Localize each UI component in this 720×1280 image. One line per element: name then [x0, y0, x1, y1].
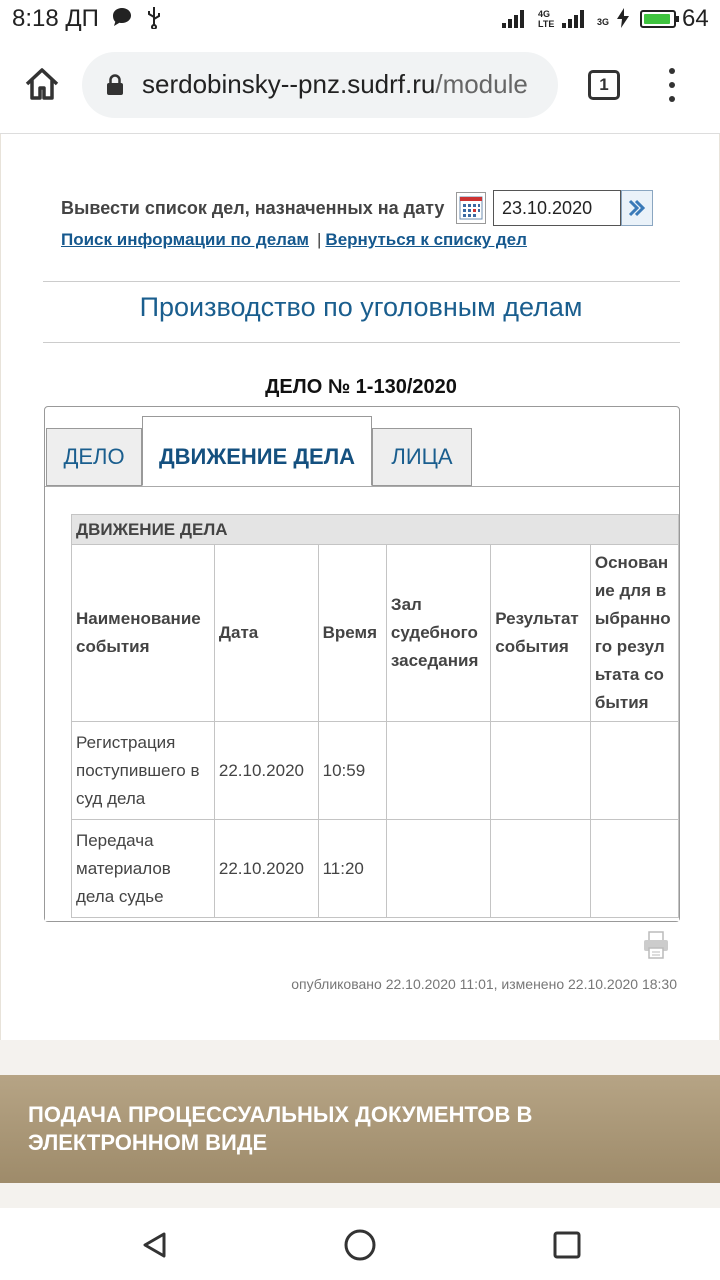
divider-top — [43, 281, 680, 282]
divider-bottom — [43, 342, 680, 343]
tab-case-movement[interactable]: ДВИЖЕНИЕ ДЕЛА — [142, 416, 372, 486]
case-panel — [44, 406, 680, 922]
battery-icon — [640, 10, 676, 28]
table-cell: 22.10.2020 — [214, 820, 318, 918]
table-cell: Передача материалов дела судье — [72, 820, 215, 918]
table-cell — [386, 722, 490, 820]
table-row — [72, 820, 679, 918]
section-title: Производство по уголовным делам — [139, 292, 583, 322]
banner-text: ПОДАЧА ПРОЦЕССУАЛЬНЫХ ДОКУМЕНТОВ В ЭЛЕКТРОННОМ ВИДЕ — [28, 1102, 533, 1155]
tab-content — [45, 486, 679, 921]
battery-level: 64 — [682, 5, 709, 32]
column-header: Время — [318, 545, 386, 722]
lock-icon — [106, 74, 124, 96]
signal-icon-1 — [502, 10, 530, 28]
table-cell: 10:59 — [318, 722, 386, 820]
home-nav-icon[interactable] — [343, 1228, 377, 1262]
browser-toolbar — [0, 38, 720, 134]
home-icon — [22, 64, 62, 104]
charging-icon — [617, 8, 629, 34]
column-header: Основание для выбранного результата события — [590, 545, 678, 722]
usb-icon — [144, 5, 164, 35]
case-movement-table — [71, 514, 679, 918]
tab-case[interactable]: ДЕЛО — [46, 428, 142, 486]
net-label-4g: 4G — [538, 9, 551, 19]
table-cell: Регистрация поступившего в суд дела — [72, 722, 215, 820]
arrow-right-icon — [622, 191, 652, 225]
message-icon — [110, 5, 134, 35]
signal-icon-2 — [562, 10, 590, 28]
system-nav-bar — [0, 1208, 720, 1280]
publication-info: опубликовано 22.10.2020 11:01, изменено 22.10.2020 18:30 — [291, 976, 677, 992]
table-cell — [590, 722, 678, 820]
column-header: Зал судебного заседания — [386, 545, 490, 722]
status-time: 8:18 ДП — [12, 5, 99, 32]
url-path: /module — [435, 69, 528, 99]
address-bar[interactable] — [82, 52, 558, 118]
column-header: Дата — [214, 545, 318, 722]
table-cell — [590, 820, 678, 918]
case-number: ДЕЛО № 1-130/2020 — [265, 376, 457, 398]
column-header: Наименование события — [72, 545, 215, 722]
go-button[interactable] — [621, 190, 653, 226]
tab-switcher-button[interactable]: 1 — [588, 70, 620, 100]
date-filter-label: Вывести список дел, назначенных на дату — [61, 198, 445, 218]
table-cell: 11:20 — [318, 820, 386, 918]
table-cell: 22.10.2020 — [214, 722, 318, 820]
link-separator: | — [317, 230, 322, 249]
back-nav-icon[interactable] — [140, 1230, 170, 1260]
net-label-lte: LTE — [538, 19, 555, 29]
home-button[interactable] — [22, 64, 62, 104]
search-cases-link[interactable]: Поиск информации по делам — [61, 230, 309, 249]
back-to-list-link[interactable]: Вернуться к списку дел — [325, 230, 527, 249]
table-cell — [491, 722, 591, 820]
overflow-menu-button[interactable] — [664, 68, 680, 102]
url-host: serdobinsky--pnz.sudrf.ru — [142, 69, 436, 99]
table-row — [72, 722, 679, 820]
net-label-3g: 3G — [597, 17, 610, 27]
table-cell — [386, 820, 490, 918]
recents-nav-icon[interactable] — [552, 1230, 582, 1260]
status-bar — [0, 0, 720, 38]
web-page — [0, 134, 720, 1208]
print-icon[interactable] — [642, 930, 670, 960]
column-header: Результат события — [491, 545, 591, 722]
e-filing-banner[interactable] — [0, 1075, 720, 1183]
url-text — [142, 69, 528, 100]
content-area — [0, 134, 720, 1040]
nav-links — [61, 230, 527, 250]
tab-persons[interactable]: ЛИЦА — [372, 428, 472, 486]
table-cell — [491, 820, 591, 918]
date-input[interactable] — [493, 190, 621, 226]
calendar-icon[interactable] — [456, 192, 486, 224]
table-caption: ДВИЖЕНИЕ ДЕЛА — [72, 515, 679, 545]
